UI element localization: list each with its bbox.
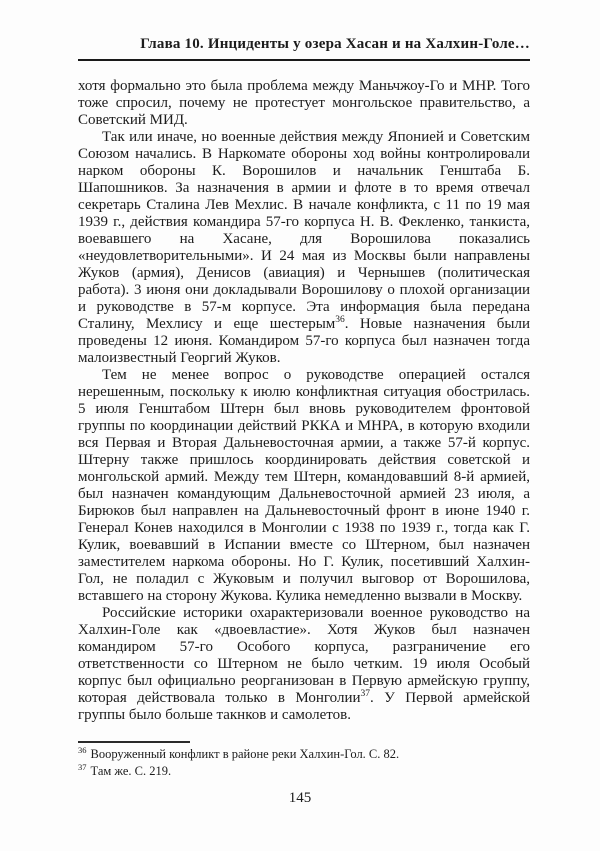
paragraph-text: . Новые назначения были проведены 12 июня. Командиром 57-го корпуса был назначен тогда малоизвестный Георгий Жуков. <box>78 316 530 366</box>
paragraph-text: Российские историки охарактеризовали военное руководство на Халхин-Голе как «двоевластие». Хотя Жуков был назначен командиром 57-го Особого корпуса, разграничение его ответственности со Штерном не было четким. 19 июля Особый корпус был официально реорганизован в Первую армейскую группу, которая действовала только в Монголии <box>78 605 530 706</box>
footnote-text: Там же. С. 219. <box>90 764 172 778</box>
page-content <box>78 34 530 724</box>
footnote-separator <box>78 741 190 743</box>
footnote <box>78 763 530 780</box>
paragraph <box>78 367 530 605</box>
paragraph <box>78 129 530 367</box>
body-text <box>78 78 530 724</box>
paragraph <box>78 605 530 724</box>
footnote-ref-36: 36 <box>335 315 345 325</box>
footnotes-block <box>78 741 530 780</box>
footnote-text: Вооруженный конфликт в районе реки Халхин-Гол. С. 82. <box>90 747 400 761</box>
paragraph-text: . У Первой армейской группы было больше такнков и самолетов. <box>78 690 531 723</box>
running-header <box>78 34 530 61</box>
paragraph-text: Так или иначе, но военные действия между Японией и Советским Союзом начались. В Наркомате обороны ход войны контролировали нарком обороны К. Ворошилов и начальник Генштаба Б. Шапошников. За назначения в армии и флоте в то время отвечал секретарь Сталина Лев Мехлис. В начале конфликта, с 11 по 19 мая 1939 г., действия командира 57-го корпуса Н. В. Фекленко, танкиста, воевавшего на Хасане, для Ворошилова показались «неудовлетворительными». И 24 мая из Москвы были направлены Жуков (армия), Денисов (авиация) и Чернышев (политическая работа). 3 июня они докладывали Ворошилову о плохой организации и руководстве в 57-м корпусе. Эта информация была передана Сталину, Мехлису и еще шестерым <box>78 129 530 332</box>
chapter-title: Глава 10. Инциденты у озера Хасан и на Халхин-Голе… <box>140 36 530 52</box>
footnote-marker-36: 36 <box>78 744 87 755</box>
footnote-ref-37: 37 <box>360 689 371 699</box>
paragraph <box>78 78 530 129</box>
page-number: 145 <box>288 790 312 806</box>
footnote <box>78 746 530 763</box>
footnote-marker-37: 37 <box>78 761 87 772</box>
paragraph-text: Тем не менее вопрос о руководстве операцией остался нерешенным, поскольку к июлю конфликтная ситуация обострилась. 5 июля Генштабом Штерн был вновь руководителем фронтовой группы по координации действий РККА и МНРА, в которую входили вся Первая и Вторая Дальневосточная армии, а также 57-й корпус. Штерну также пришлось координировать действия советской и монгольской армий. Между тем Штерн, командовавший 8-й армией, был назначен командующим Дальневосточной армией 23 июля, а Бирюков был направлен на Дальневосточный фронт в июне 1940 г. Генерал Конев находился в Монголии с 1938 по 1939 г., тогда как Г. Кулик, воевавший в Испании вместе со Штерном, был назначен заместителем наркома обороны. Но Г. Кулик, посетивший Халхин-Гол, не поладил с Жуковым и получил выговор от Ворошилова, вставшего на сторону Жукова. Кулика немедленно вызвали в Москву. <box>78 367 530 604</box>
paragraph-text: хотя формально это была проблема между Маньчжоу-Го и МНР. Того тоже спросил, почему не протестует монгольское правительство, а Советский МИД. <box>78 78 530 128</box>
